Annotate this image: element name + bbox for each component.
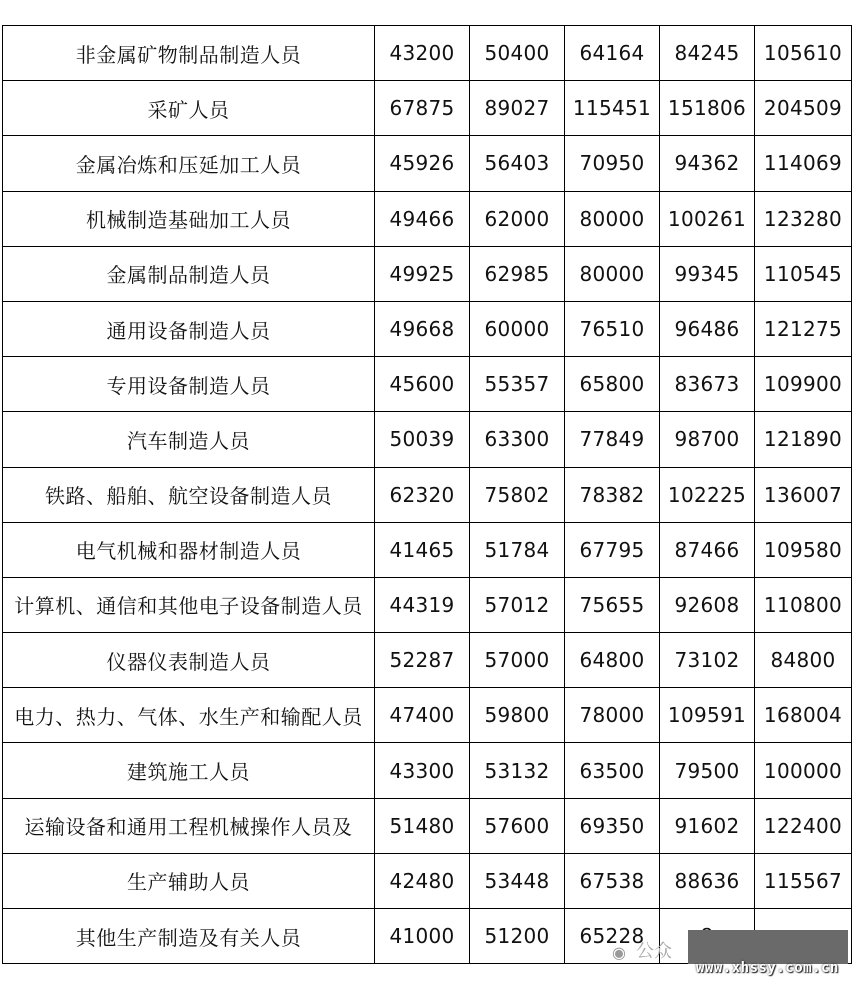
salary-value-cell: 84245 bbox=[660, 26, 755, 81]
salary-value-cell: 69350 bbox=[565, 798, 660, 853]
salary-value-cell: 114069 bbox=[755, 136, 852, 191]
occupation-name-cell: 采矿人员 bbox=[3, 81, 375, 136]
salary-value-cell: 56403 bbox=[470, 136, 565, 191]
table-row bbox=[3, 26, 852, 81]
salary-value-cell: 51480 bbox=[375, 798, 470, 853]
salary-value-cell: 78000 bbox=[565, 688, 660, 743]
salary-value-cell: 65228 bbox=[565, 909, 660, 964]
salary-value-cell: 53448 bbox=[470, 853, 565, 908]
salary-value-cell: 84800 bbox=[755, 633, 852, 688]
occupation-name-cell: 电气机械和器材制造人员 bbox=[3, 522, 375, 577]
salary-value-cell: 121275 bbox=[755, 301, 852, 356]
salary-value-cell: 49466 bbox=[375, 191, 470, 246]
salary-value-cell: 62320 bbox=[375, 467, 470, 522]
table-row bbox=[3, 522, 852, 577]
salary-value-cell: 92608 bbox=[660, 577, 755, 632]
salary-value-cell: 45926 bbox=[375, 136, 470, 191]
salary-value-cell: 43300 bbox=[375, 743, 470, 798]
salary-value-cell: 204509 bbox=[755, 81, 852, 136]
salary-value-cell: 121890 bbox=[755, 412, 852, 467]
salary-value-cell: 98700 bbox=[660, 412, 755, 467]
salary-value-cell: 80000 bbox=[565, 246, 660, 301]
salary-value-cell: 43200 bbox=[375, 26, 470, 81]
watermark-text: 公众 bbox=[636, 941, 672, 962]
salary-value-cell: 102225 bbox=[660, 467, 755, 522]
salary-value-cell: 168004 bbox=[755, 688, 852, 743]
occupation-name-cell: 铁路、船舶、航空设备制造人员 bbox=[3, 467, 375, 522]
salary-value-cell: 91602 bbox=[660, 798, 755, 853]
watermark-url: www.xhssy.com.cn bbox=[696, 960, 839, 976]
table-row bbox=[3, 246, 852, 301]
table-row bbox=[3, 136, 852, 191]
table-row bbox=[3, 412, 852, 467]
salary-value-cell: 53132 bbox=[470, 743, 565, 798]
salary-value-cell: 41000 bbox=[375, 909, 470, 964]
salary-value-cell: 62000 bbox=[470, 191, 565, 246]
table-row bbox=[3, 577, 852, 632]
salary-value-cell: 60000 bbox=[470, 301, 565, 356]
salary-value-cell: 49925 bbox=[375, 246, 470, 301]
salary-value-cell: 63300 bbox=[470, 412, 565, 467]
salary-value-cell: 80000 bbox=[565, 191, 660, 246]
occupation-name-cell: 计算机、通信和其他电子设备制造人员 bbox=[3, 577, 375, 632]
salary-value-cell: 42480 bbox=[375, 853, 470, 908]
occupation-name-cell: 建筑施工人员 bbox=[3, 743, 375, 798]
salary-value-cell: 110800 bbox=[755, 577, 852, 632]
table-row bbox=[3, 467, 852, 522]
salary-value-cell: 51784 bbox=[470, 522, 565, 577]
salary-value-cell: 88636 bbox=[660, 853, 755, 908]
salary-value-cell: 55357 bbox=[470, 357, 565, 412]
table-row bbox=[3, 81, 852, 136]
table-row bbox=[3, 853, 852, 908]
salary-value-cell: 136007 bbox=[755, 467, 852, 522]
salary-value-cell: 76510 bbox=[565, 301, 660, 356]
salary-value-cell: 51200 bbox=[470, 909, 565, 964]
table-row bbox=[3, 357, 852, 412]
table-row bbox=[3, 798, 852, 853]
salary-value-cell: 67795 bbox=[565, 522, 660, 577]
salary-value-cell: 63500 bbox=[565, 743, 660, 798]
salary-value-cell: 67875 bbox=[375, 81, 470, 136]
salary-value-cell: 151806 bbox=[660, 81, 755, 136]
salary-value-cell: 87466 bbox=[660, 522, 755, 577]
salary-value-cell: 99345 bbox=[660, 246, 755, 301]
salary-value-cell: 62985 bbox=[470, 246, 565, 301]
salary-value-cell: 75802 bbox=[470, 467, 565, 522]
salary-value-cell: 49668 bbox=[375, 301, 470, 356]
salary-value-cell: 109900 bbox=[755, 357, 852, 412]
salary-value-cell: 122400 bbox=[755, 798, 852, 853]
salary-value-cell: 109591 bbox=[660, 688, 755, 743]
salary-value-cell: 89027 bbox=[470, 81, 565, 136]
salary-value-cell: 78382 bbox=[565, 467, 660, 522]
salary-value-cell: 50039 bbox=[375, 412, 470, 467]
salary-value-cell: 83673 bbox=[660, 357, 755, 412]
occupation-name-cell: 金属冶炼和压延加工人员 bbox=[3, 136, 375, 191]
occupation-name-cell: 其他生产制造及有关人员 bbox=[3, 909, 375, 964]
table-row bbox=[3, 688, 852, 743]
salary-value-cell: 100000 bbox=[755, 743, 852, 798]
salary-value-cell: 41465 bbox=[375, 522, 470, 577]
salary-value-cell: 57600 bbox=[470, 798, 565, 853]
salary-value-cell: 110545 bbox=[755, 246, 852, 301]
salary-value-cell: 96486 bbox=[660, 301, 755, 356]
occupation-name-cell: 专用设备制造人员 bbox=[3, 357, 375, 412]
salary-value-cell: 57012 bbox=[470, 577, 565, 632]
occupation-name-cell: 通用设备制造人员 bbox=[3, 301, 375, 356]
occupation-name-cell: 非金属矿物制品制造人员 bbox=[3, 26, 375, 81]
salary-value-cell: 50400 bbox=[470, 26, 565, 81]
salary-value-cell: 67538 bbox=[565, 853, 660, 908]
watermark-overlay bbox=[688, 930, 848, 964]
salary-value-cell: 44319 bbox=[375, 577, 470, 632]
salary-value-cell: 45600 bbox=[375, 357, 470, 412]
table-row bbox=[3, 743, 852, 798]
salary-value-cell: 123280 bbox=[755, 191, 852, 246]
occupation-name-cell: 机械制造基础加工人员 bbox=[3, 191, 375, 246]
salary-value-cell: 109580 bbox=[755, 522, 852, 577]
salary-value-cell: 64164 bbox=[565, 26, 660, 81]
salary-value-cell: 73102 bbox=[660, 633, 755, 688]
occupation-name-cell: 运输设备和通用工程机械操作人员及 bbox=[3, 798, 375, 853]
salary-value-cell: 52287 bbox=[375, 633, 470, 688]
salary-value-cell: 115567 bbox=[755, 853, 852, 908]
salary-value-cell: 57000 bbox=[470, 633, 565, 688]
occupation-name-cell: 汽车制造人员 bbox=[3, 412, 375, 467]
table-row bbox=[3, 191, 852, 246]
salary-value-cell: 77849 bbox=[565, 412, 660, 467]
salary-value-cell: 70950 bbox=[565, 136, 660, 191]
salary-value-cell: 65800 bbox=[565, 357, 660, 412]
salary-table bbox=[2, 25, 852, 964]
occupation-name-cell: 生产辅助人员 bbox=[3, 853, 375, 908]
occupation-name-cell: 仪器仪表制造人员 bbox=[3, 633, 375, 688]
table-row bbox=[3, 301, 852, 356]
salary-value-cell: 115451 bbox=[565, 81, 660, 136]
salary-value-cell: 75655 bbox=[565, 577, 660, 632]
salary-value-cell: 100261 bbox=[660, 191, 755, 246]
salary-value-cell: 79500 bbox=[660, 743, 755, 798]
salary-value-cell: 59800 bbox=[470, 688, 565, 743]
occupation-name-cell: 金属制品制造人员 bbox=[3, 246, 375, 301]
salary-value-cell: 94362 bbox=[660, 136, 755, 191]
salary-value-cell: 64800 bbox=[565, 633, 660, 688]
salary-value-cell: 105610 bbox=[755, 26, 852, 81]
wechat-icon: ◉ bbox=[612, 943, 626, 962]
occupation-name-cell: 电力、热力、气体、水生产和输配人员 bbox=[3, 688, 375, 743]
table-body bbox=[3, 26, 852, 964]
salary-value-cell: 47400 bbox=[375, 688, 470, 743]
table-row bbox=[3, 633, 852, 688]
